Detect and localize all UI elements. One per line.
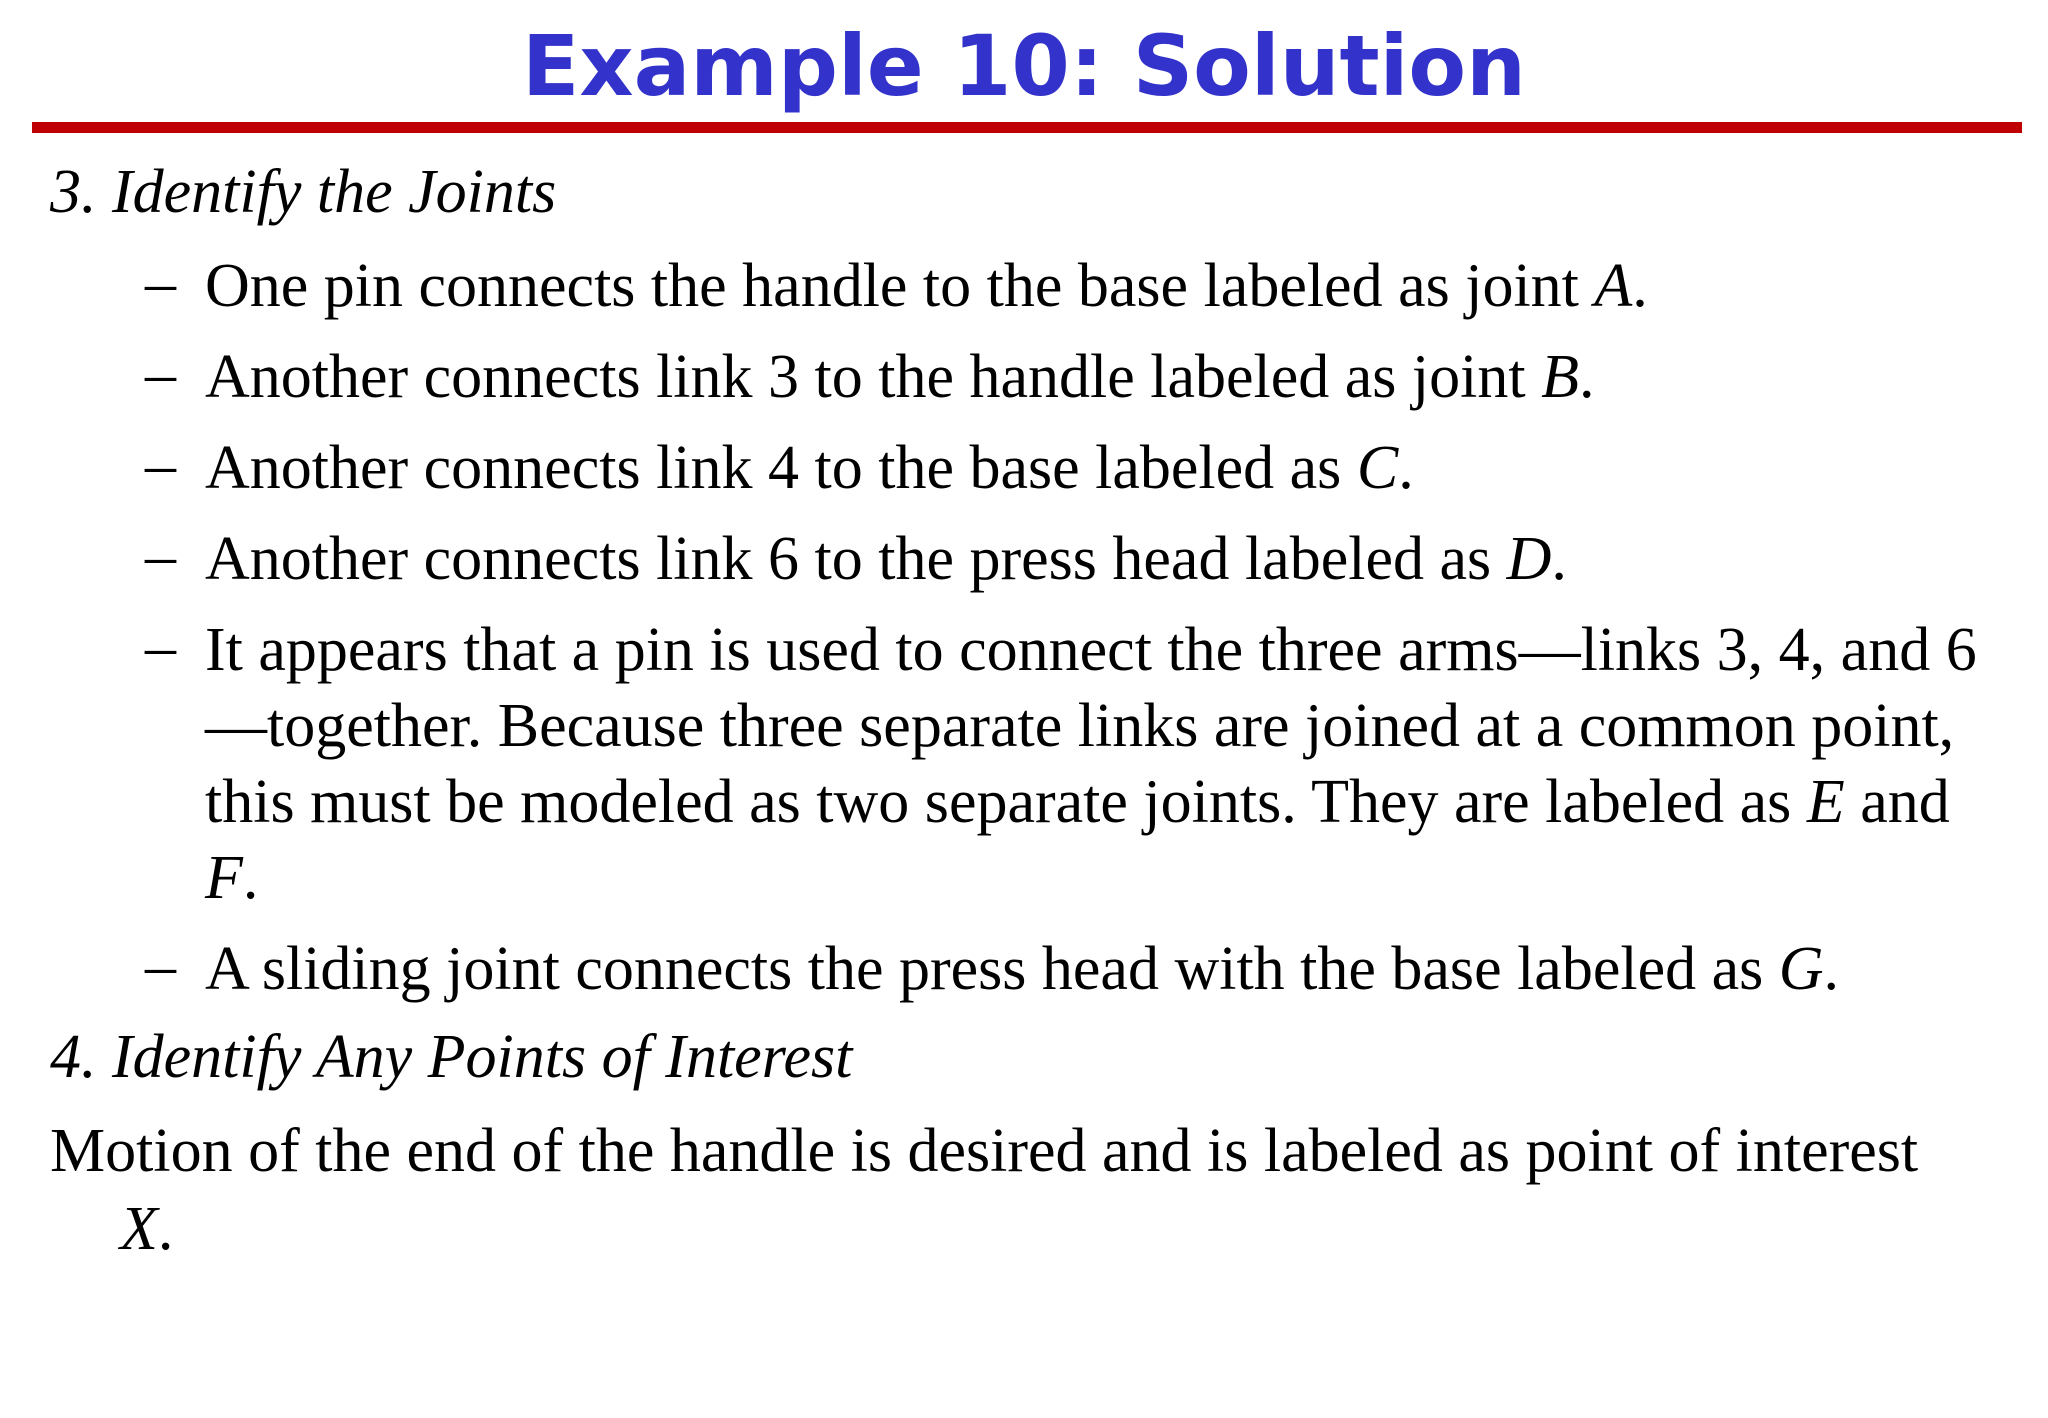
point-label: X — [120, 1195, 158, 1263]
bullet-dash: – — [145, 340, 176, 408]
bullet-end: . — [1823, 935, 1840, 1003]
bullet-body: It appears that a pin is used to connect the three arms—links 3, 4, and 6—together. Because three separate links are joined at a common point, this must be modeled as two separate joints. They are labeled as — [205, 616, 1977, 836]
joint-label: C — [1356, 434, 1399, 502]
title-divider — [32, 122, 2022, 133]
bullet-end: . — [1398, 434, 1414, 502]
bullet-end: . — [242, 844, 259, 912]
joint-label: F — [205, 844, 243, 912]
paragraph-continuation — [50, 1190, 1980, 1268]
joint-label: B — [1541, 343, 1579, 411]
section-3-heading: 3. Identify the Joints — [50, 158, 557, 226]
bullet-end: . — [1551, 525, 1567, 593]
bullet-dash: – — [145, 613, 176, 681]
bullet-dash: – — [145, 522, 176, 590]
bullet-text — [205, 931, 2005, 1007]
slide-title: Example 10: Solution — [522, 17, 1526, 115]
bullet-body: A sliding joint connects the press head with the base labeled as — [205, 935, 1779, 1003]
bullet-conjunction: and — [1844, 768, 1950, 836]
joint-label: D — [1506, 525, 1552, 593]
bullet-body: Another connects link 4 to the base labeled as — [205, 434, 1357, 502]
paragraph-body: Motion of the end of the handle is desired and is labeled as point of interest — [50, 1117, 1919, 1185]
joint-label: G — [1778, 935, 1824, 1003]
bullet-body: Another connects link 3 to the handle labeled as joint — [205, 343, 1542, 411]
bullet-text — [205, 521, 2005, 597]
bullet-body: Another connects link 6 to the press head labeled as — [205, 525, 1507, 593]
bullet-text — [205, 248, 2005, 324]
point-of-interest-paragraph — [50, 1112, 1980, 1268]
bullet-end: . — [1632, 252, 1648, 320]
joint-label: E — [1806, 768, 1845, 836]
joint-label: A — [1594, 252, 1633, 320]
bullet-dash: – — [145, 431, 176, 499]
bullet-end: . — [1578, 343, 1595, 411]
bullet-text — [205, 339, 2005, 415]
bullet-body: One pin connects the handle to the base labeled as joint — [205, 252, 1595, 320]
bullet-dash: – — [145, 249, 176, 317]
section-4-heading: 4. Identify Any Points of Interest — [50, 1023, 853, 1091]
bullet-dash: – — [145, 932, 176, 1000]
bullet-text — [205, 612, 2005, 916]
paragraph-end: . — [157, 1195, 174, 1263]
bullet-text — [205, 430, 2005, 506]
